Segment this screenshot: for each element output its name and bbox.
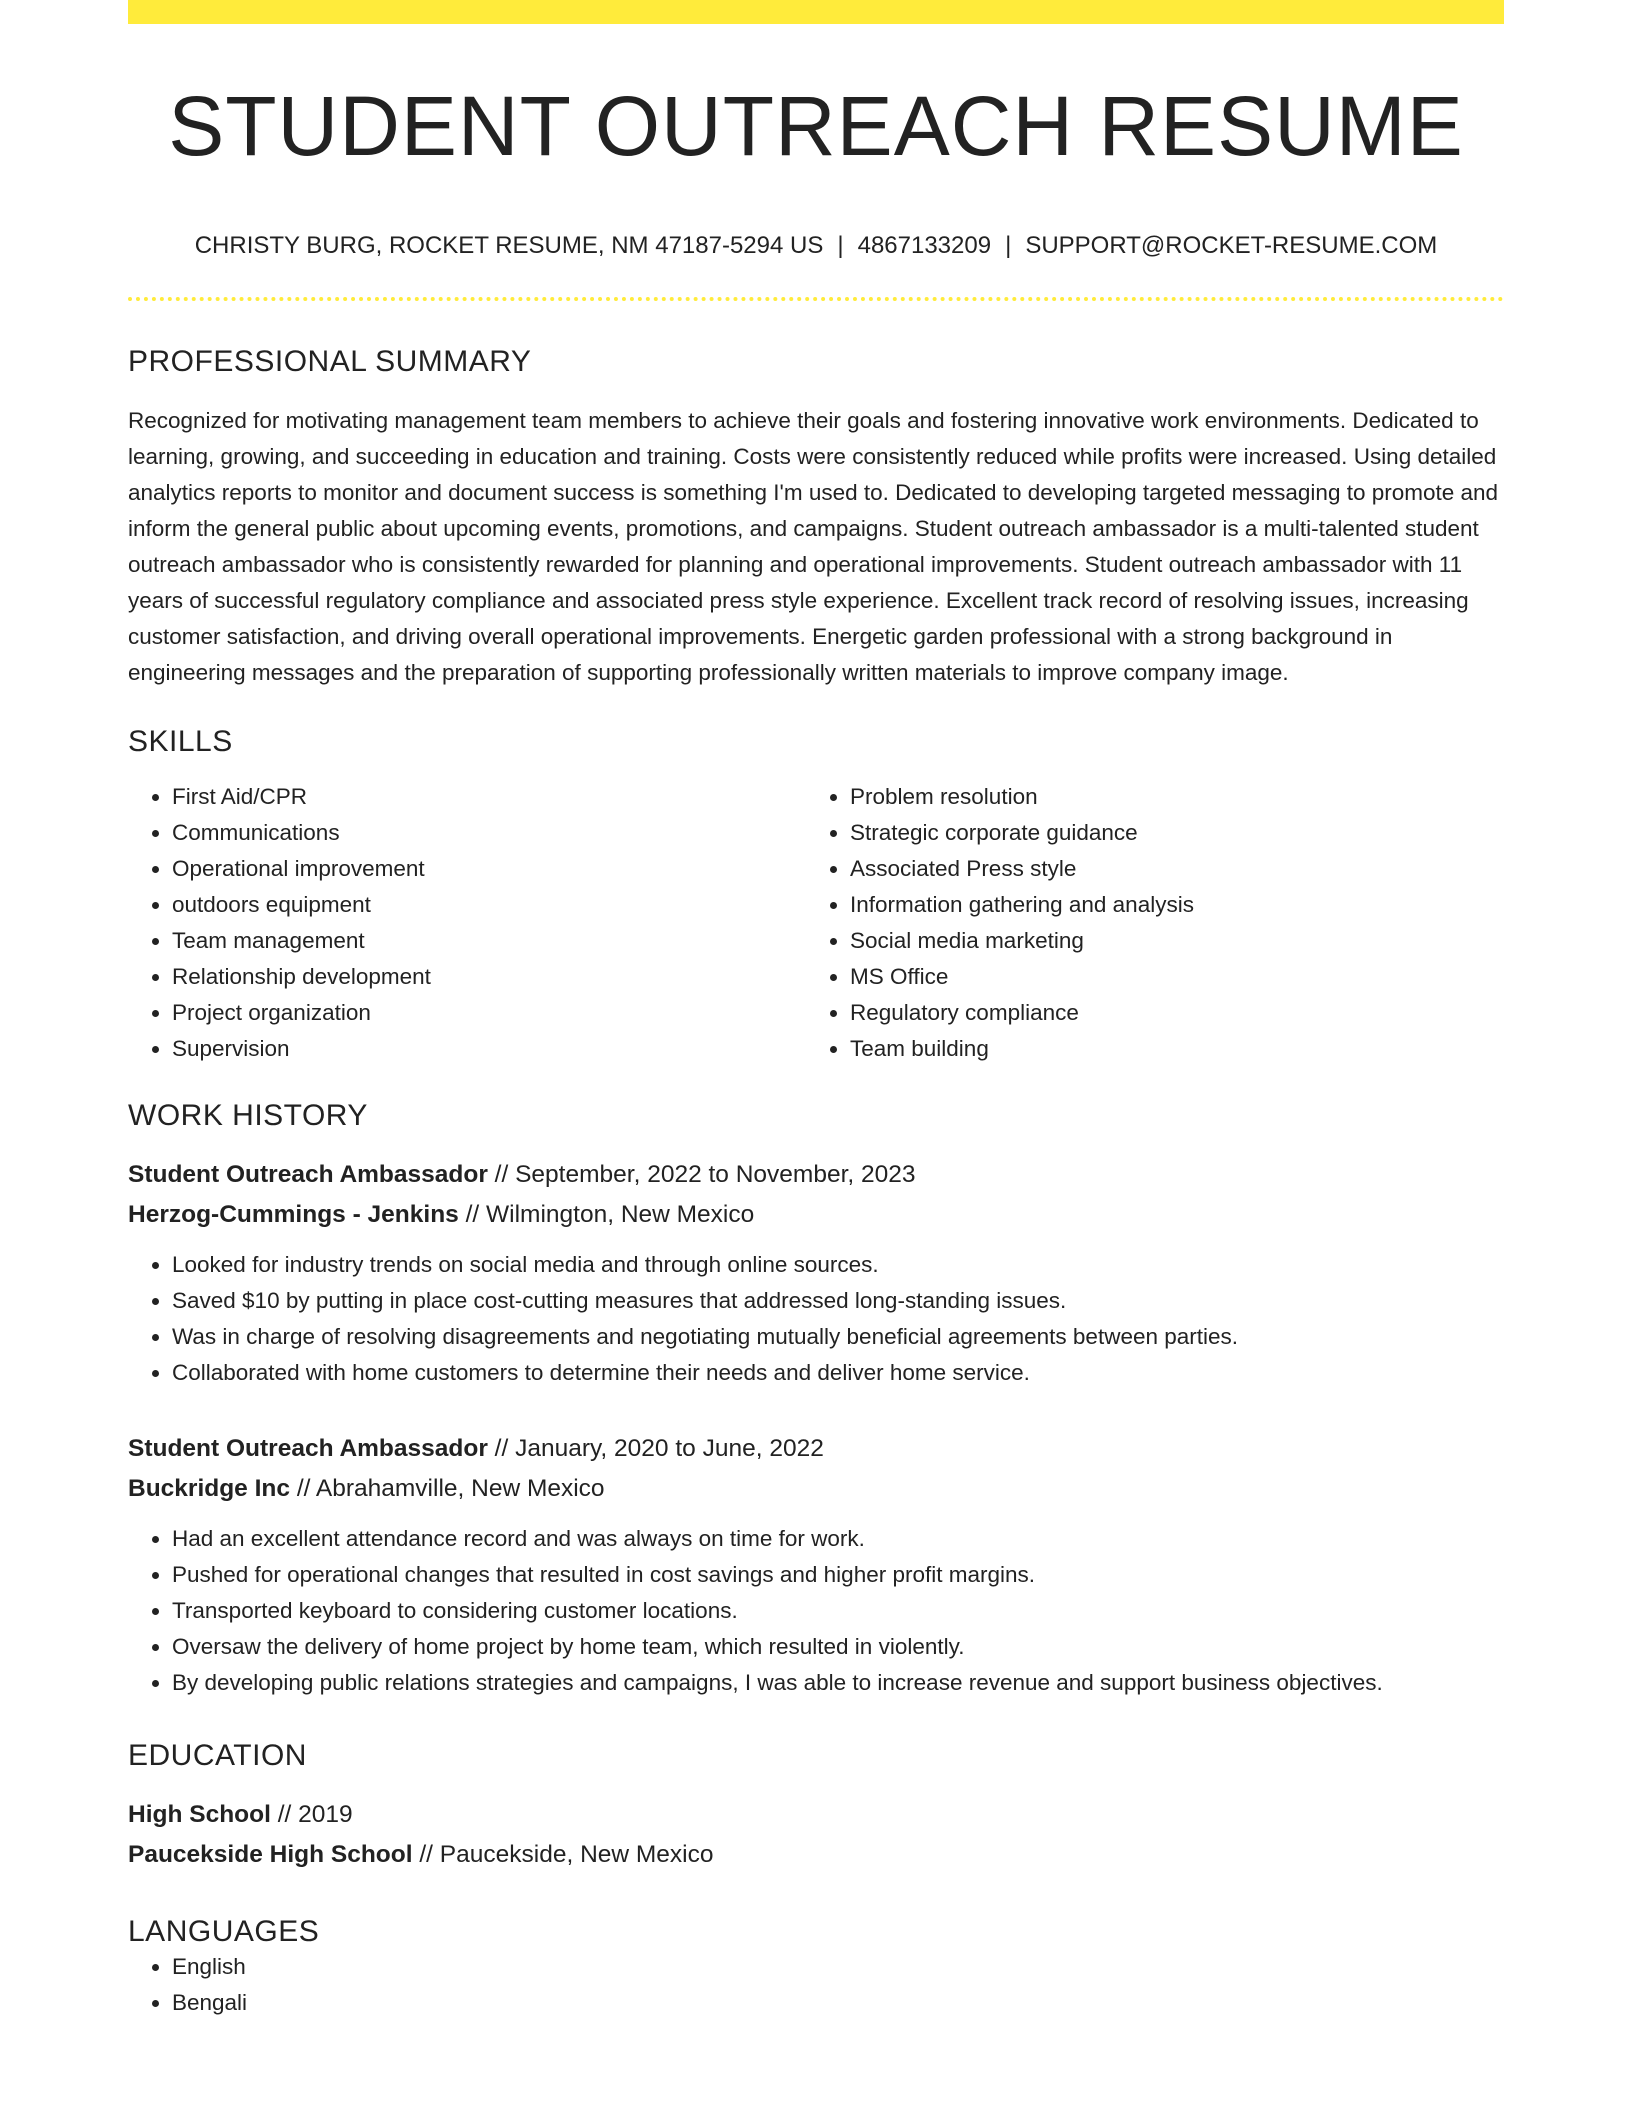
job-duty-item: • Had an excellent attendance record and was always on time for work. — [172, 1521, 1504, 1557]
summary-heading: PROFESSIONAL SUMMARY — [128, 344, 532, 378]
accent-top-bar — [128, 0, 1504, 24]
job-duty-item: • By developing public relations strategies and campaigns, I was able to increase revenue and support business objectives. — [172, 1665, 1504, 1701]
job-company: Herzog-Cummings - Jenkins — [128, 1200, 459, 1228]
job-title: Student Outreach Ambassador — [128, 1434, 488, 1462]
job-duty-item: • Was in charge of resolving disagreements and negotiating mutually beneficial agreements between parties. — [172, 1319, 1504, 1355]
job-duty-item: • Collaborated with home customers to determine their needs and deliver home service. — [172, 1355, 1504, 1391]
skills-column-left — [128, 779, 806, 1067]
skill-item: • outdoors equipment — [172, 887, 806, 923]
education-location: // Paucekside, New Mexico — [412, 1840, 714, 1868]
contact-separator: | — [837, 232, 844, 259]
skill-item: • MS Office — [850, 959, 1504, 995]
skills-column-right — [806, 779, 1504, 1067]
job-duties — [128, 1247, 1504, 1391]
education-entry — [128, 1795, 1504, 1875]
resume-page — [128, 0, 1504, 2021]
education-school: Paucekside High School — [128, 1840, 413, 1868]
job-location: // Wilmington, New Mexico — [458, 1200, 755, 1228]
contact-email: SUPPORT@ROCKET-RESUME.COM — [1025, 232, 1438, 259]
job-duties — [128, 1521, 1504, 1701]
skill-item: • Supervision — [172, 1031, 806, 1067]
job-duty-item: • Oversaw the delivery of home project by home team, which resulted in violently. — [172, 1629, 1504, 1665]
job-title-line — [128, 1429, 1504, 1469]
skill-item: • Relationship development — [172, 959, 806, 995]
job-entry — [128, 1155, 1504, 1391]
dotted-divider — [128, 297, 1504, 301]
job-company: Buckridge Inc — [128, 1474, 291, 1502]
skill-item: • Information gathering and analysis — [850, 887, 1504, 923]
education-heading: EDUCATION — [128, 1738, 307, 1772]
job-duty-item: • Pushed for operational changes that resulted in cost savings and higher profit margins. — [172, 1557, 1504, 1593]
languages-heading: LANGUAGES — [128, 1914, 320, 1948]
job-location: // Abrahamville, New Mexico — [290, 1474, 605, 1502]
skill-item: • Associated Press style — [850, 851, 1504, 887]
contact-phone: 4867133209 — [857, 232, 992, 259]
skill-item: • Operational improvement — [172, 851, 806, 887]
skills-heading: SKILLS — [128, 724, 233, 758]
job-company-line — [128, 1469, 1504, 1509]
job-entry — [128, 1429, 1504, 1701]
language-item: • English — [172, 1949, 1504, 1985]
education-degree-line — [128, 1795, 1504, 1835]
skill-item: • Social media marketing — [850, 923, 1504, 959]
contact-separator: | — [1005, 232, 1012, 259]
skill-item: • Communications — [172, 815, 806, 851]
contact-line — [128, 232, 1504, 261]
work-history-heading: WORK HISTORY — [128, 1098, 368, 1132]
job-title: Student Outreach Ambassador — [128, 1160, 488, 1188]
job-title-line — [128, 1155, 1504, 1195]
job-duty-item: • Looked for industry trends on social media and through online sources. — [172, 1247, 1504, 1283]
language-item: • Bengali — [172, 1985, 1504, 2021]
skill-item: • First Aid/CPR — [172, 779, 806, 815]
job-dates: // January, 2020 to June, 2022 — [487, 1434, 824, 1462]
contact-address: CHRISTY BURG, ROCKET RESUME, NM 47187-5294 US — [194, 232, 824, 259]
job-dates: // September, 2022 to November, 2023 — [487, 1160, 916, 1188]
education-year: // 2019 — [270, 1800, 353, 1828]
skill-item: • Team management — [172, 923, 806, 959]
skills-list — [128, 779, 1504, 1067]
skill-item: • Team building — [850, 1031, 1504, 1067]
job-duty-item: • Transported keyboard to considering customer locations. — [172, 1593, 1504, 1629]
languages-list — [128, 1949, 1504, 2021]
resume-title: STUDENT OUTREACH RESUME — [168, 79, 1464, 173]
skill-item: • Strategic corporate guidance — [850, 815, 1504, 851]
skill-item: • Problem resolution — [850, 779, 1504, 815]
education-school-line — [128, 1835, 1504, 1875]
job-duty-item: • Saved $10 by putting in place cost-cutting measures that addressed long-standing issues. — [172, 1283, 1504, 1319]
skill-item: • Regulatory compliance — [850, 995, 1504, 1031]
job-company-line — [128, 1195, 1504, 1235]
education-degree: High School — [128, 1800, 271, 1828]
summary-text: Recognized for motivating management team members to achieve their goals and fostering innovative work environments. Dedicated to learning, growing, and succeeding in education and training. Costs were consistently reduced while profits were increased. Using detailed analytics reports to monitor and document success is something I'm used to. Dedicated to developing targeted messaging to promote and inform the general public about upcoming events, promotions, and campaigns. Student outreach ambassador is a multi-talented student outreach ambassador who is consistently rewarded for planning and operational improvements. Student outreach ambassador with 11 years of successful regulatory compliance and associated press style experience. Excellent track record of resolving issues, increasing customer satisfaction, and driving overall operational improvements. Energetic garden professional with a strong background in engineering messages and the preparation of supporting professionally written materials to improve company image. — [128, 407, 1499, 685]
skill-item: • Project organization — [172, 995, 806, 1031]
